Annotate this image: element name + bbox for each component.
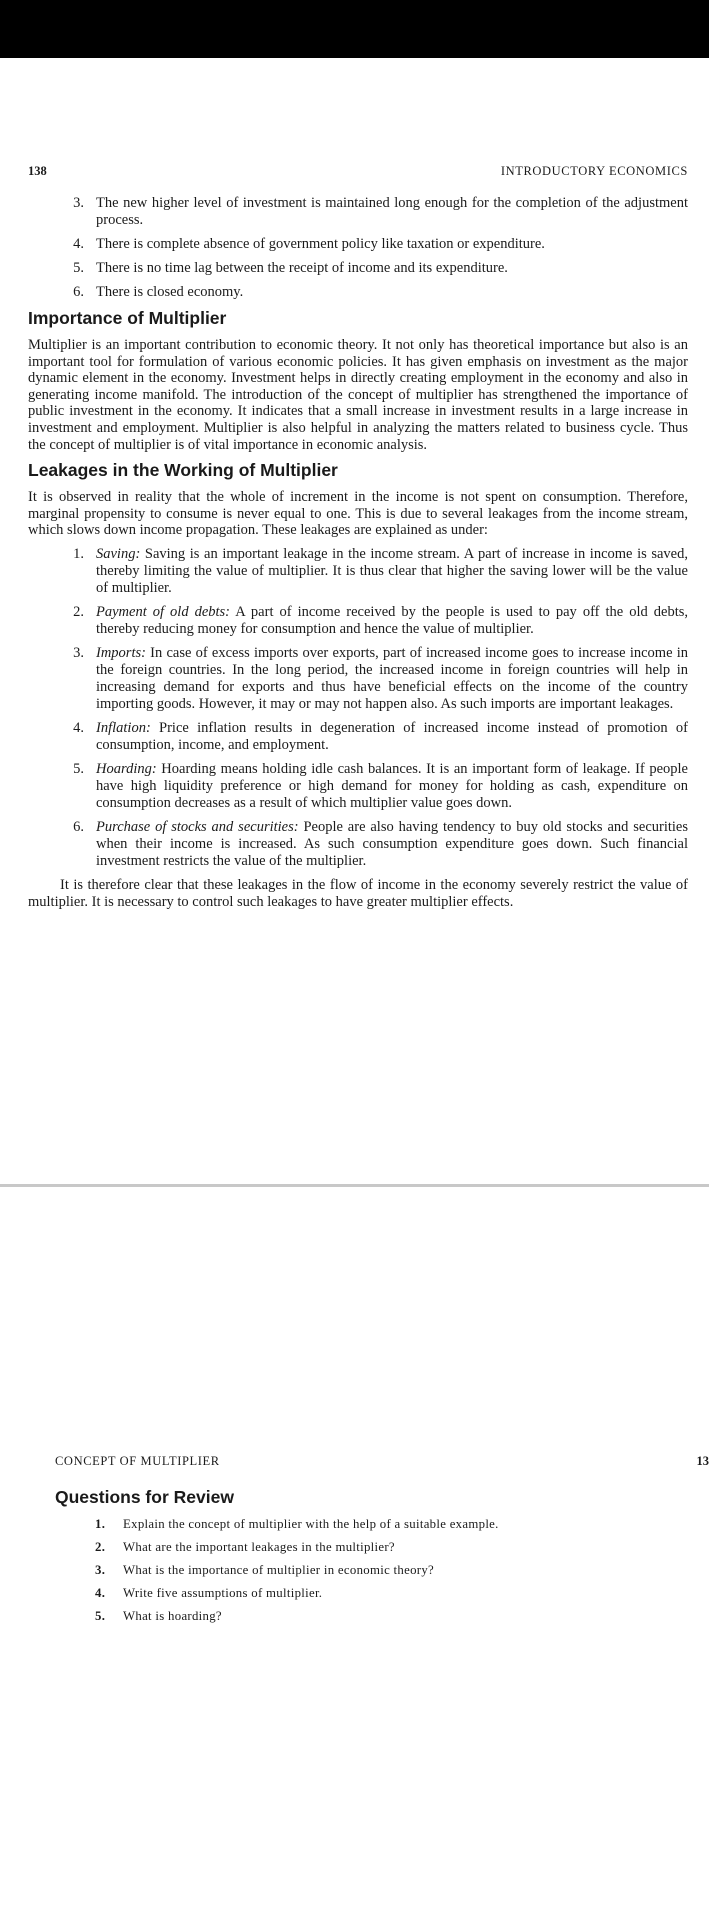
- question-item: 3. What is the importance of multiplier in economic theory?: [95, 1563, 435, 1577]
- running-header: [28, 164, 688, 179]
- list-item: 4. There is complete absence of government policy like taxation or expenditure.: [73, 236, 545, 252]
- question-item: 2. What are the important leakages in the multiplier?: [95, 1540, 395, 1554]
- page-138: [28, 164, 688, 917]
- list-item: 6. Purchase of stocks and securities: People are also having tendency to buy old stocks and securities when their income is increased. As such consumption expenditure goes down. Such financial investment restricts the value of the multiplier.: [73, 818, 689, 869]
- questions-list: [55, 1516, 709, 1624]
- page-number: 138: [28, 164, 47, 178]
- leakages-conclusion: It is therefore clear that these leakages in the flow of income in the economy severely restrict the value of multiplier. It is necessary to control such leakages to have greater multiplier effects.: [28, 876, 688, 910]
- importance-heading: Importance of Multiplier: [28, 308, 227, 328]
- top-black-bar: [0, 0, 709, 58]
- leakages-intro: It is observed in reality that the whole of increment in the income is not spent on consumption. Therefore, marginal propensity to consume is never equal to one. This is due to several leakages from the income stream, which slows down income propagation. These leakages are explained as under:: [28, 489, 688, 539]
- running-head-title: CONCEPT OF MULTIPLIER: [55, 1454, 220, 1468]
- list-item: 6. There is closed economy.: [73, 284, 244, 300]
- leakages-list: [28, 546, 688, 870]
- question-item: 1. Explain the concept of multiplier with the help of a suitable example.: [95, 1517, 499, 1531]
- page-number: 13: [696, 1454, 709, 1468]
- list-item: 1. Saving: Saving is an important leakage in the income stream. A part of increase in income is saved, thereby limiting the value of multiplier. It is thus clear that higher the saving lower will be the value of multiplier.: [73, 545, 688, 596]
- page-139: [55, 1454, 709, 1631]
- importance-paragraph: Multiplier is an important contribution to economic theory. It not only has theoretical importance but also is an important tool for formulation of various economic policies. It has given emphasis on investment as the major dynamic element in the economy. Investment helps in directly creating employment in the economy and also in generating income manifold. The introduction of the concept of multiplier has strengthened the importance of public investment in the economy. It indicates that a small increase in investment results in a large increase in investment and employment. Multiplier is also helpful in analyzing the matters related to business cycle. Thus the concept of multiplier is of vital importance in economic analysis.: [28, 337, 688, 453]
- page-divider: [0, 1184, 709, 1187]
- leakages-heading: Leakages in the Working of Multiplier: [28, 460, 338, 481]
- questions-heading: Questions for Review: [55, 1487, 234, 1507]
- list-item: 3. The new higher level of investment is maintained long enough for the completion of the adjustment process.: [73, 195, 688, 228]
- list-item: 5. Hoarding: Hoarding means holding idle cash balances. It is an important form of leakage. If people have high liquidity preference or high demand for money for holding as cash, expenditure on consumption decreases as a result of which multiplier value goes down.: [73, 760, 688, 811]
- list-item: 4. Inflation: Price inflation results in degeneration of increased income instead of promotion of consumption, income, and employment.: [73, 719, 688, 753]
- list-item: 5. There is no time lag between the receipt of income and its expenditure.: [73, 260, 508, 276]
- running-header: [55, 1454, 709, 1469]
- question-item: 5. What is hoarding?: [95, 1609, 222, 1623]
- question-item: 4. Write five assumptions of multiplier.: [95, 1586, 323, 1600]
- list-item: 3. Imports: In case of excess imports over exports, part of increased income goes to increase income in the foreign countries. In the long period, the increased income in foreign countries will help in increasing demand for exports and thus have beneficial effects on the income of the country importing goods. However, it may or may not happen also. As such imports are important leakages.: [73, 644, 688, 712]
- running-head-title: INTRODUCTORY ECONOMICS: [500, 164, 688, 178]
- assumptions-list: [28, 195, 688, 301]
- list-item: 2. Payment of old debts: A part of income received by the people is used to pay off the old debts, thereby reducing money for consumption and hence the value of multiplier.: [73, 603, 688, 637]
